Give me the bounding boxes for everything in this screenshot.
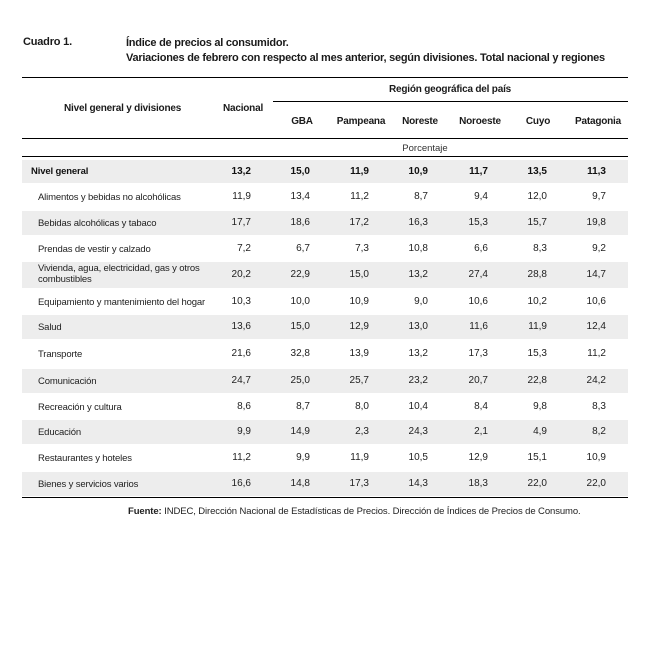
table-row bbox=[22, 446, 628, 470]
cell-region: 14,8 bbox=[290, 478, 310, 489]
cell-region: 15,7 bbox=[527, 217, 547, 228]
cell-nacional: 24,7 bbox=[231, 375, 251, 386]
source-label: Fuente: bbox=[128, 506, 162, 517]
cell-region: 10,8 bbox=[408, 243, 428, 254]
cell-region: 13,5 bbox=[527, 166, 547, 177]
cell-region: 15,0 bbox=[290, 321, 310, 332]
unit-label: Porcentaje bbox=[402, 143, 448, 154]
cell-region: 11,3 bbox=[587, 166, 606, 177]
cell-region: 9,9 bbox=[296, 452, 310, 463]
cell-region: 20,7 bbox=[468, 375, 488, 386]
row-label: Alimentos y bebidas no alcohólicas bbox=[38, 192, 181, 203]
cell-region: 19,8 bbox=[586, 217, 606, 228]
cell-nacional: 11,9 bbox=[232, 191, 251, 202]
cell-region: 11,6 bbox=[469, 321, 488, 332]
row-label: Comunicación bbox=[38, 376, 97, 387]
bottom-rule bbox=[22, 497, 628, 498]
source-text: INDEC, Dirección Nacional de Estadísticas de Precios. Dirección de Índices de Precios de Consumo. bbox=[161, 506, 581, 517]
cell-region: 11,2 bbox=[587, 348, 606, 359]
table-row bbox=[22, 262, 628, 288]
cell-region: 23,2 bbox=[408, 375, 428, 386]
cell-region: 2,1 bbox=[474, 426, 488, 437]
table-row bbox=[22, 420, 628, 444]
title-line-1: Índice de precios al consumidor. bbox=[126, 37, 289, 49]
column-header-region: Patagonia bbox=[575, 116, 621, 127]
cell-region: 10,4 bbox=[408, 401, 428, 412]
cell-region: 12,9 bbox=[468, 452, 488, 463]
cell-region: 9,4 bbox=[474, 191, 488, 202]
cell-nacional: 9,9 bbox=[237, 426, 251, 437]
row-label: Equipamiento y mantenimiento del hogar bbox=[38, 297, 205, 308]
cell-region: 27,4 bbox=[468, 269, 488, 280]
region-group-header: Región geográfica del país bbox=[388, 84, 512, 95]
cell-nacional: 7,2 bbox=[237, 243, 251, 254]
column-header-region: GBA bbox=[291, 116, 313, 127]
table-row bbox=[22, 237, 628, 261]
cell-nacional: 20,2 bbox=[231, 269, 251, 280]
cell-region: 15,0 bbox=[290, 166, 310, 177]
cell-region: 12,9 bbox=[349, 321, 369, 332]
cell-region: 17,3 bbox=[349, 478, 369, 489]
row-label: Recreación y cultura bbox=[38, 402, 122, 413]
cell-region: 9,2 bbox=[592, 243, 606, 254]
table-row bbox=[22, 290, 628, 314]
region-group-rule bbox=[273, 101, 628, 102]
cell-region: 11,2 bbox=[350, 191, 369, 202]
table-row bbox=[22, 472, 628, 496]
top-rule bbox=[22, 77, 628, 78]
title-line-2: Variaciones de febrero con respecto al mes anterior, según divisiones. Total nacional y regiones bbox=[126, 52, 605, 64]
cell-region: 12,4 bbox=[586, 321, 606, 332]
cell-region: 9,0 bbox=[414, 296, 428, 307]
cell-region: 25,0 bbox=[290, 375, 310, 386]
column-header-region: Noreste bbox=[402, 116, 438, 127]
row-label: Transporte bbox=[38, 349, 83, 360]
table-title bbox=[126, 36, 605, 66]
cell-region: 32,8 bbox=[290, 348, 310, 359]
cell-region: 10,9 bbox=[349, 296, 369, 307]
cell-region: 10,2 bbox=[527, 296, 547, 307]
cell-nacional: 13,6 bbox=[231, 321, 251, 332]
cell-region: 10,5 bbox=[408, 452, 428, 463]
unit-rule bbox=[22, 156, 628, 157]
cell-nacional: 8,6 bbox=[237, 401, 251, 412]
cell-region: 22,8 bbox=[527, 375, 547, 386]
cell-region: 13,2 bbox=[408, 348, 428, 359]
cell-region: 22,0 bbox=[586, 478, 606, 489]
cell-region: 10,6 bbox=[586, 296, 606, 307]
table-row bbox=[22, 211, 628, 235]
cell-region: 24,3 bbox=[408, 426, 428, 437]
cell-region: 11,7 bbox=[469, 166, 488, 177]
cell-nacional: 21,6 bbox=[231, 348, 251, 359]
cell-region: 14,7 bbox=[586, 269, 606, 280]
cell-region: 4,9 bbox=[533, 426, 547, 437]
cell-region: 6,7 bbox=[296, 243, 310, 254]
row-label: Bienes y servicios varios bbox=[38, 479, 139, 490]
cell-region: 17,3 bbox=[468, 348, 488, 359]
cell-region: 8,7 bbox=[296, 401, 310, 412]
cell-region: 22,9 bbox=[290, 269, 310, 280]
cell-region: 13,0 bbox=[408, 321, 428, 332]
cell-region: 11,9 bbox=[350, 166, 369, 177]
cell-nacional: 13,2 bbox=[231, 166, 251, 177]
column-header-region: Cuyo bbox=[525, 116, 551, 127]
cell-region: 6,6 bbox=[474, 243, 488, 254]
cell-region: 10,6 bbox=[468, 296, 488, 307]
cell-region: 15,1 bbox=[527, 452, 547, 463]
cell-region: 8,4 bbox=[474, 401, 488, 412]
cell-region: 14,9 bbox=[290, 426, 310, 437]
cell-region: 7,3 bbox=[355, 243, 369, 254]
table-row bbox=[22, 369, 628, 393]
row-label: Nivel general bbox=[31, 166, 89, 177]
column-header-nacional: Nacional bbox=[222, 103, 264, 114]
cell-nacional: 17,7 bbox=[231, 217, 251, 228]
cell-region: 18,6 bbox=[290, 217, 310, 228]
cell-region: 28,8 bbox=[527, 269, 547, 280]
cell-region: 15,0 bbox=[349, 269, 369, 280]
cell-region: 8,3 bbox=[592, 401, 606, 412]
cuadro-number: Cuadro 1. bbox=[23, 36, 72, 48]
cell-region: 24,2 bbox=[586, 375, 606, 386]
cell-region: 13,4 bbox=[290, 191, 310, 202]
cell-nacional: 16,6 bbox=[231, 478, 251, 489]
column-header-label: Nivel general y divisiones bbox=[64, 103, 182, 114]
cell-region: 8,3 bbox=[533, 243, 547, 254]
cell-region: 9,8 bbox=[533, 401, 547, 412]
cell-region: 13,9 bbox=[349, 348, 369, 359]
cell-region: 14,3 bbox=[408, 478, 428, 489]
cell-region: 13,2 bbox=[408, 269, 428, 280]
cell-region: 10,9 bbox=[408, 166, 428, 177]
row-label: Bebidas alcohólicas y tabaco bbox=[38, 218, 157, 229]
cell-region: 15,3 bbox=[468, 217, 488, 228]
row-label: Restaurantes y hoteles bbox=[38, 453, 132, 464]
row-label: Salud bbox=[38, 322, 62, 333]
table-row bbox=[22, 395, 628, 419]
cell-region: 8,2 bbox=[592, 426, 606, 437]
cell-region: 11,9 bbox=[350, 452, 369, 463]
column-header-region: Noroeste bbox=[459, 116, 501, 127]
cell-region: 11,9 bbox=[528, 321, 547, 332]
table-row bbox=[22, 185, 628, 209]
cell-region: 22,0 bbox=[527, 478, 547, 489]
cell-region: 8,0 bbox=[355, 401, 369, 412]
cell-nacional: 10,3 bbox=[231, 296, 251, 307]
header-bottom-rule bbox=[22, 138, 628, 139]
cell-region: 16,3 bbox=[408, 217, 428, 228]
table-row-total bbox=[22, 160, 628, 183]
cell-region: 15,3 bbox=[527, 348, 547, 359]
cell-region: 17,2 bbox=[349, 217, 369, 228]
cell-region: 8,7 bbox=[414, 191, 428, 202]
table-row bbox=[22, 315, 628, 339]
row-label: Vivienda, agua, electricidad, gas y otros combustibles bbox=[38, 263, 200, 285]
cell-region: 9,7 bbox=[592, 191, 606, 202]
row-label: Educación bbox=[38, 427, 82, 438]
cell-nacional: 11,2 bbox=[232, 452, 251, 463]
column-header-region: Pampeana bbox=[336, 116, 386, 127]
cell-region: 25,7 bbox=[349, 375, 369, 386]
cell-region: 2,3 bbox=[355, 426, 369, 437]
cell-region: 18,3 bbox=[468, 478, 488, 489]
row-label: Prendas de vestir y calzado bbox=[38, 244, 151, 255]
cell-region: 12,0 bbox=[527, 191, 547, 202]
table-row bbox=[22, 341, 628, 367]
cell-region: 10,0 bbox=[290, 296, 310, 307]
source-note bbox=[128, 506, 581, 517]
cell-region: 10,9 bbox=[586, 452, 606, 463]
